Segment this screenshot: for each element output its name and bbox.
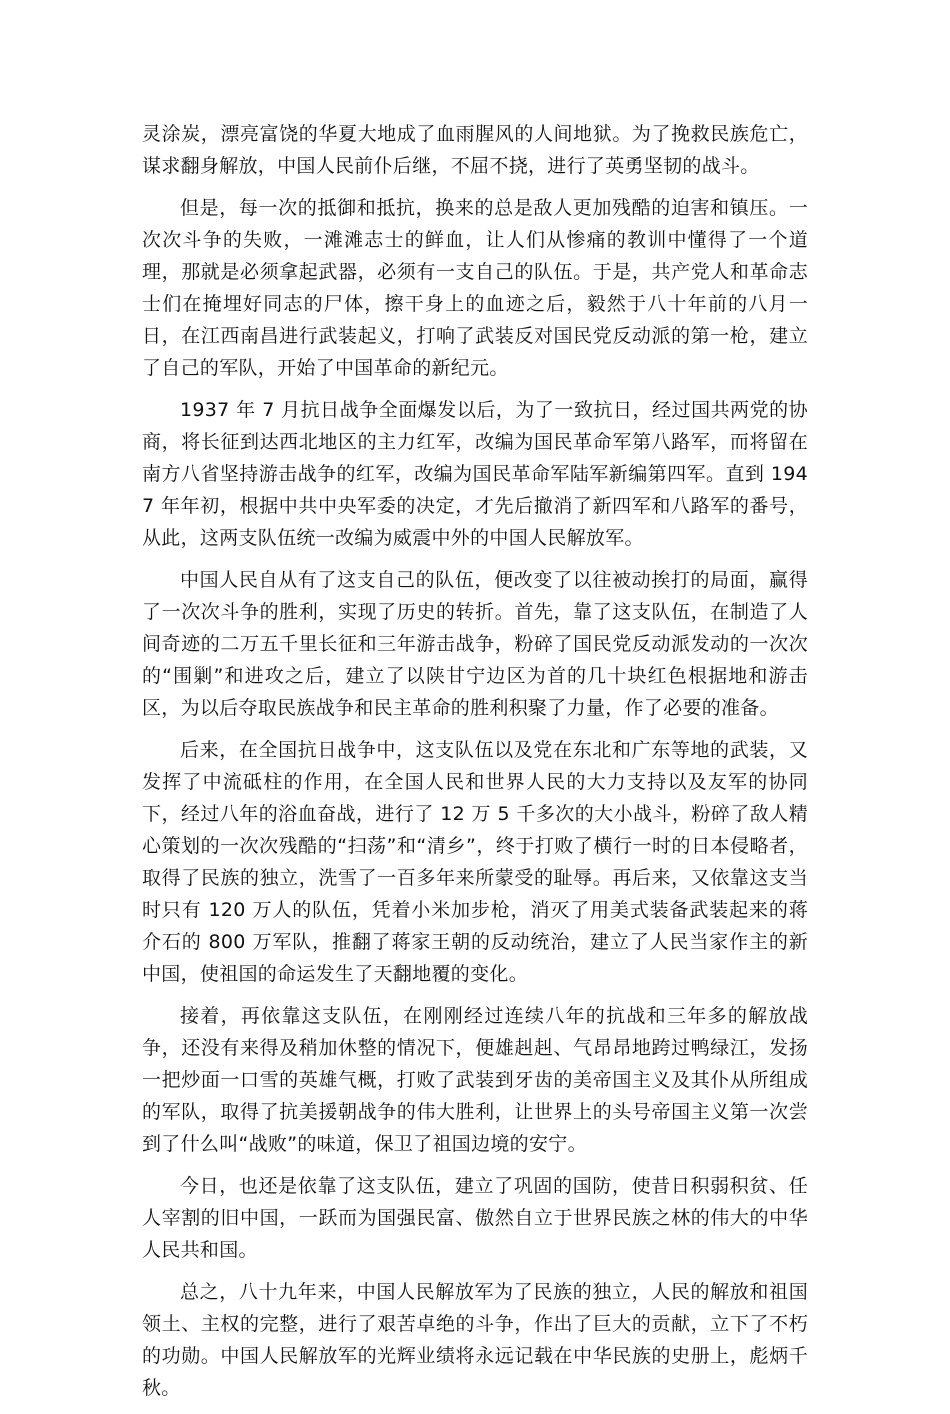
paragraph-continuation: 灵涂炭，漂亮富饶的华夏大地成了血雨腥风的人间地狱。为了挽救民族危亡，谋求翻身解放，中国人民前仆后继，不屈不挠，进行了英勇坚韧的战斗。 xyxy=(142,123,808,177)
paragraph-long-march: 中国人民自从有了这支自己的队伍，便改变了以往被动挨打的局面，赢得了一次次斗争的胜利，实现了历史的转折。首先，靠了这支队伍，在制造了人间奇迹的二万五千里长征和三年游击战争，粉碎了国民党反动派发动的一次次的“围剿”和进攻之后，建立了以陕甘宁边区为首的几十块红色根据地和游击区，为以后夺取民族战争和民主革命的胜利积聚了力量，作了必要的准备。 xyxy=(142,569,808,719)
paragraph-anti-japanese-war: 后来，在全国抗日战争中，这支队伍以及党在东北和广东等地的武装，又发挥了中流砥柱的作用，在全国人民和世界人民的大力支持以及友军的协同下，经过八年的浴血奋战，进行了 12 万 5 千多次的大小战斗，粉碎了敌人精心策划的一次次残酷的“扫荡”和“清乡”，终于打败了横行一时的日本侵略者，取得了民族的独立，洗雪了一百多年来所蒙受的耻辱。再后来，又依靠这支当时只有 120 万人的队伍，凭着小米加步枪，消灭了用美式装备武装起来的蒋介石的 800 万军队，推翻了蒋家王朝的反动统治，建立了人民当家作主的新中国，使祖国的命运发生了天翻地覆的变化。 xyxy=(142,739,808,985)
paragraph-1937-reorganization: 1937 年 7 月抗日战争全面爆发以后，为了一致抗日，经过国共两党的协商，将长征到达西北地区的主力红军，改编为国民革命军第八路军，而将留在南方八省坚持游击战争的红军，改编为国民革命军陆军新编第四军。直到 1947 年年初，根据中共中央军委的决定，才先后撤消了新四军和八路军的番号，从此，这两支队伍统一改编为威震中外的中国人民解放军。 xyxy=(142,399,808,549)
paragraph-conclusion: 总之，八十九年来，中国人民解放军为了民族的独立，人民的解放和祖国领土、主权的完整，进行了艰苦卓绝的斗争，作出了巨大的贡献，立下了不朽的功勋。中国人民解放军的光辉业绩将永远记载在中华民族的史册上，彪炳千秋。 xyxy=(142,1281,808,1399)
paragraph-today: 今日，也还是依靠了这支队伍，建立了巩固的国防，使昔日积弱积贫、任人宰割的旧中国，一跃而为国强民富、傲然自立于世界民族之林的伟大的中华人民共和国。 xyxy=(142,1175,808,1261)
document-body xyxy=(142,118,808,1414)
paragraph-armed-uprising: 但是，每一次的抵御和抵抗，换来的总是敌人更加残酷的迫害和镇压。一次次斗争的失败，一滩滩志士的鲜血，让人们从惨痛的教训中懂得了一个道理，那就是必须拿起武器，必须有一支自己的队伍。于是，共产党人和革命志士们在掩埋好同志的尸体，擦干身上的血迹之后，毅然于八十年前的八月一日，在江西南昌进行武装起义，打响了武装反对国民党反动派的第一枪，建立了自己的军队，开始了中国革命的新纪元。 xyxy=(142,197,808,379)
paragraph-korean-war: 接着，再依靠这支队伍，在刚刚经过连续八年的抗战和三年多的解放战争，还没有来得及稍加休整的情况下，便雄赳赳、气昂昂地跨过鸭绿江，发扬一把炒面一口雪的英雄气概，打败了武装到牙齿的美帝国主义及其仆从所组成的军队，取得了抗美援朝战争的伟大胜利，让世界上的头号帝国主义第一次尝到了什么叫“战败”的味道，保卫了祖国边境的安宁。 xyxy=(142,1005,808,1155)
